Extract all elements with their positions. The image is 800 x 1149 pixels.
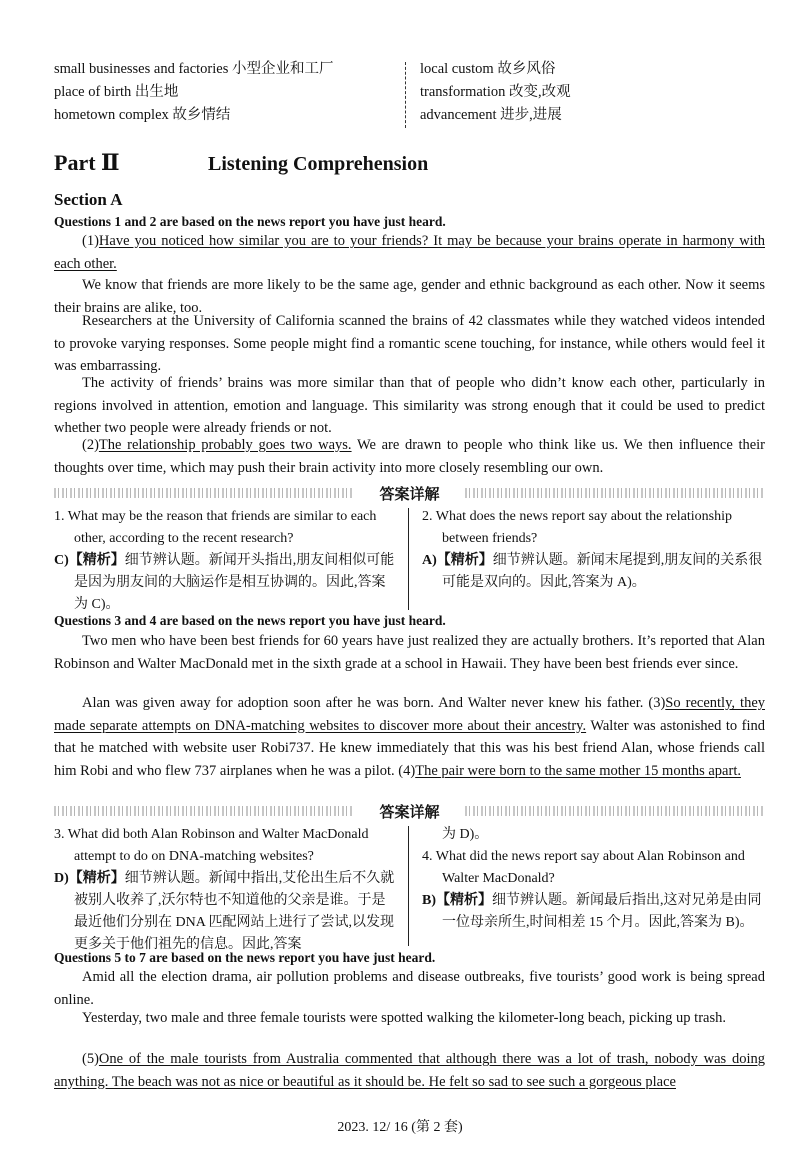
passage-paragraph: Two men who have been best friends for 60 years have just realized they are actually brothers. It’s reported that Alan Robinson and Walter MacDonald met in the sixth grade at a school in Hawaii. They have been best friends ever since.: [54, 633, 765, 672]
passage-paragraph: The activity of friends’ brains was more similar than that of people who didn’t know each other, particularly in regions involved in attention, emotion and language. This similarity was strong enough that it could be used to predict whether two people were already friends or not.: [54, 375, 765, 436]
answer-explanation: B)【精析】细节辨认题。新闻最后指出,这对兄弟是由同一位母亲所生,时间相差 15 个月。因此,答案为 B)。: [422, 893, 762, 930]
vocab-divider: [405, 62, 406, 128]
answer-underline: The pair were born to the same mother 15 months apart.: [415, 762, 741, 779]
answer-column-right: [422, 506, 767, 594]
answer-underline: The relationship probably goes two ways.: [98, 437, 352, 453]
passage-paragraph: We know that friends are more likely to be the same age, gender and ethnic background as each other. Now it seems their brains are alike, too.: [54, 277, 765, 316]
answer-continuation: 为 D)。: [442, 827, 489, 842]
answer-underline: So recently, they made separate attempts on DNA-matching websites to discover more about their ancestry.: [54, 695, 766, 734]
passage-paragraph: Amid all the election drama, air pollution problems and disease outbreaks, five tourists’ good work is being spread online.: [54, 969, 765, 1008]
part-label: Part Ⅱ: [54, 150, 120, 175]
passage-paragraph: (2)The relationship probably goes two ways. We are drawn to people who think like us. We then influence their thoughts over time, which may push their brain activity into more closely resembling our own.: [54, 437, 766, 476]
column-divider: [408, 826, 409, 946]
vocab-list-left: [54, 58, 394, 127]
answer-explanation: D)【精析】细节辨认题。新闻中指出,艾伦出生后不久就被别人收养了,沃尔特也不知道他的父亲是谁。于是最近他们分别在 DNA 匹配网站上进行了尝试,以发现更多关于他们祖先的信息。因此,答案: [54, 871, 395, 952]
question-text: 1. What may be the reason that friends are similar to each other, according to the recent research?: [54, 509, 377, 546]
answer-column-right: [422, 824, 767, 934]
question-group-header: Questions 3 and 4 are based on the news report you have just heard.: [54, 613, 446, 628]
vocab-item: small businesses and factories 小型企业和工厂: [54, 61, 334, 77]
vocab-list-right: [420, 58, 760, 127]
answer-explanation: A)【精析】细节辨认题。新闻末尾提到,朋友间的关系很可能是双向的。因此,答案为 A)。: [422, 553, 763, 590]
answer-underline: One of the male tourists from Australia commented that although there was a lot of trash, nobody was doing anything. The beach was not as nice or beautiful as it should be. He felt so sad to see such a gorgeous place: [54, 1051, 765, 1090]
question-text: 2. What does the news report say about the relationship between friends?: [422, 509, 732, 546]
answer-column-left: [54, 506, 399, 616]
answer-explanation: C)【精析】细节辨认题。新闻开头指出,朋友间相似可能是因为朋友间的大脑运作是相互协调的。因此,答案为 C)。: [54, 553, 395, 612]
part-title: Listening Comprehension: [208, 153, 429, 175]
passage-paragraph: Alan was given away for adoption soon after he was born. And Walter never knew his father. (3)So recently, they made separate attempts on DNA-matching websites to discover more about their ancestry. Walter was astonished to find that he matched with website user Robi737. He knew immediately that this was his best friend Alan, whose friends call him Robi and who flew 737 airplanes when he was a pilot. (4)The pair were born to the same mother 15 months apart.: [54, 695, 766, 779]
vocab-item: transformation 改变,改观: [420, 84, 571, 100]
answer-banner: [54, 485, 765, 501]
question-group-header: Questions 1 and 2 are based on the news report you have just heard.: [54, 214, 446, 229]
vocab-item: local custom 故乡风俗: [420, 61, 556, 77]
answer-column-left: [54, 824, 399, 956]
page-footer: 2023. 12/ 16 (第 2 套): [337, 1120, 463, 1135]
question-text: 3. What did both Alan Robinson and Walter MacDonald attempt to do on DNA-matching websites?: [54, 827, 369, 864]
banner-label: 答案详解: [375, 801, 443, 822]
passage-paragraph: (1)Have you noticed how similar you are to your friends? It may be because your brains operate in harmony with each other.: [54, 233, 765, 272]
question-text: 4. What did the news report say about Alan Robinson and Walter MacDonald?: [422, 849, 745, 886]
banner-label: 答案详解: [375, 483, 443, 504]
section-heading: Section A: [54, 190, 123, 209]
column-divider: [408, 508, 409, 610]
answer-banner: [54, 803, 765, 819]
question-group-header: Questions 5 to 7 are based on the news report you have just heard.: [54, 950, 436, 965]
vocab-item: place of birth 出生地: [54, 84, 179, 100]
passage-paragraph: (5)One of the male tourists from Australia commented that although there was a lot of trash, nobody was doing anything. The beach was not as nice or beautiful as it should be. He felt so sad to see such a gorgeous place: [54, 1051, 765, 1090]
vocab-item: hometown complex 故乡情结: [54, 107, 231, 123]
passage-paragraph: Yesterday, two male and three female tourists were spotted walking the kilometer-long beach, picking up trash.: [82, 1010, 726, 1026]
vocab-item: advancement 进步,进展: [420, 107, 562, 123]
passage-paragraph: Researchers at the University of California scanned the brains of 42 classmates while they watched videos intended to provoke varying responses. Some people might find a romantic scene touching, for instance, while others would feel it was embarrassing.: [54, 313, 765, 374]
answer-underline: Have you noticed how similar you are to your friends? It may be because your brains operate in harmony with each other.: [54, 233, 765, 272]
